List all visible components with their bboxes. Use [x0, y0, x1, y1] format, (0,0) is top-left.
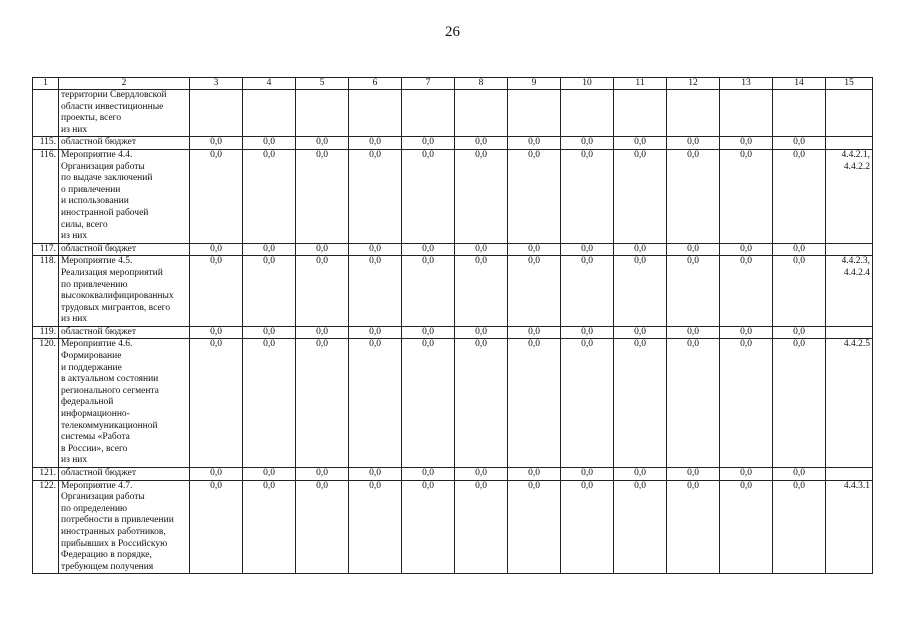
row-description: Мероприятие 4.7. Организация работы по определению потребности в привлечении иностранных работников, прибывших в Российскую Федерацию в порядке, требующем получения: [59, 480, 190, 574]
value-cell: 0,0: [508, 339, 561, 468]
column-header: 9: [508, 78, 561, 90]
value-cell: 0,0: [455, 326, 508, 339]
value-cell: 0,0: [667, 243, 720, 256]
column-header: 3: [190, 78, 243, 90]
column-header: 5: [296, 78, 349, 90]
column-header: 14: [773, 78, 826, 90]
table-row: [33, 256, 873, 327]
row-description: Мероприятие 4.5. Реализация мероприятий по привлечению высококвалифицированных трудовых мигрантов, всего из них: [59, 256, 190, 327]
value-cell: 0,0: [402, 339, 455, 468]
target-indicator-ref: 4.4.2.5: [826, 339, 873, 468]
column-number-header-row: [33, 78, 873, 90]
value-cell: 0,0: [720, 243, 773, 256]
value-cell: 0,0: [455, 480, 508, 574]
row-number: 115.: [33, 137, 59, 150]
table-row: [33, 243, 873, 256]
row-description: территории Свердловской области инвестиционные проекты, всего из них: [59, 90, 190, 137]
value-cell: 0,0: [773, 326, 826, 339]
value-cell: 0,0: [190, 339, 243, 468]
value-cell: 0,0: [243, 149, 296, 243]
value-cell: 0,0: [243, 339, 296, 468]
table-row: [33, 137, 873, 150]
value-cell: 0,0: [720, 149, 773, 243]
value-cell: 0,0: [455, 149, 508, 243]
value-cell: 0,0: [773, 137, 826, 150]
value-cell: 0,0: [720, 339, 773, 468]
value-cell: 0,0: [349, 149, 402, 243]
value-cell: [667, 90, 720, 137]
target-indicator-ref: [826, 468, 873, 481]
value-cell: 0,0: [455, 243, 508, 256]
value-cell: 0,0: [455, 339, 508, 468]
value-cell: 0,0: [190, 149, 243, 243]
value-cell: 0,0: [243, 256, 296, 327]
row-number: 122.: [33, 480, 59, 574]
value-cell: 0,0: [667, 339, 720, 468]
column-header: 10: [561, 78, 614, 90]
value-cell: 0,0: [402, 480, 455, 574]
value-cell: [614, 90, 667, 137]
row-description: Мероприятие 4.6. Формирование и поддержание в актуальном состоянии регионального сегмента федеральной информационно- телекоммуникационной системы «Работа в России», всего из них: [59, 339, 190, 468]
column-header: 11: [614, 78, 667, 90]
value-cell: 0,0: [773, 149, 826, 243]
row-number: 118.: [33, 256, 59, 327]
value-cell: 0,0: [773, 339, 826, 468]
value-cell: 0,0: [296, 243, 349, 256]
row-number: [33, 90, 59, 137]
value-cell: 0,0: [243, 243, 296, 256]
row-number: 117.: [33, 243, 59, 256]
value-cell: 0,0: [720, 137, 773, 150]
value-cell: 0,0: [614, 256, 667, 327]
value-cell: 0,0: [773, 243, 826, 256]
row-description: областной бюджет: [59, 243, 190, 256]
value-cell: 0,0: [243, 480, 296, 574]
row-number: 116.: [33, 149, 59, 243]
value-cell: 0,0: [190, 137, 243, 150]
value-cell: 0,0: [296, 339, 349, 468]
value-cell: 0,0: [667, 149, 720, 243]
value-cell: 0,0: [614, 480, 667, 574]
value-cell: 0,0: [455, 256, 508, 327]
value-cell: 0,0: [243, 468, 296, 481]
value-cell: 0,0: [561, 468, 614, 481]
value-cell: 0,0: [402, 137, 455, 150]
value-cell: 0,0: [349, 468, 402, 481]
value-cell: [561, 90, 614, 137]
value-cell: 0,0: [402, 243, 455, 256]
value-cell: 0,0: [455, 468, 508, 481]
column-header: 7: [402, 78, 455, 90]
value-cell: 0,0: [614, 326, 667, 339]
value-cell: 0,0: [508, 149, 561, 243]
table-row: [33, 480, 873, 574]
value-cell: 0,0: [296, 256, 349, 327]
value-cell: 0,0: [614, 468, 667, 481]
value-cell: 0,0: [243, 326, 296, 339]
value-cell: 0,0: [349, 243, 402, 256]
column-header: 6: [349, 78, 402, 90]
value-cell: 0,0: [667, 480, 720, 574]
value-cell: [402, 90, 455, 137]
value-cell: 0,0: [296, 468, 349, 481]
column-header: 8: [455, 78, 508, 90]
target-indicator-ref: 4.4.2.1, 4.4.2.2: [826, 149, 873, 243]
value-cell: 0,0: [561, 149, 614, 243]
value-cell: 0,0: [243, 137, 296, 150]
value-cell: 0,0: [508, 243, 561, 256]
value-cell: 0,0: [349, 339, 402, 468]
value-cell: 0,0: [349, 256, 402, 327]
row-number: 120.: [33, 339, 59, 468]
table-row: [33, 468, 873, 481]
table-row: [33, 339, 873, 468]
value-cell: 0,0: [349, 137, 402, 150]
target-indicator-ref: 4.4.2.3, 4.4.2.4: [826, 256, 873, 327]
value-cell: 0,0: [561, 256, 614, 327]
value-cell: 0,0: [561, 326, 614, 339]
value-cell: [508, 90, 561, 137]
row-description: областной бюджет: [59, 326, 190, 339]
value-cell: 0,0: [561, 137, 614, 150]
column-header: 2: [59, 78, 190, 90]
value-cell: 0,0: [773, 480, 826, 574]
column-header: 15: [826, 78, 873, 90]
value-cell: 0,0: [561, 480, 614, 574]
value-cell: 0,0: [561, 243, 614, 256]
target-indicator-ref: [826, 90, 873, 137]
value-cell: 0,0: [614, 137, 667, 150]
column-header: 1: [33, 78, 59, 90]
value-cell: 0,0: [720, 468, 773, 481]
table-row: [33, 326, 873, 339]
value-cell: 0,0: [614, 243, 667, 256]
value-cell: 0,0: [508, 480, 561, 574]
value-cell: [773, 90, 826, 137]
row-description: Мероприятие 4.4. Организация работы по выдаче заключений о привлечении и использовании иностранной рабочей силы, всего из них: [59, 149, 190, 243]
row-number: 119.: [33, 326, 59, 339]
value-cell: 0,0: [667, 256, 720, 327]
row-description: областной бюджет: [59, 137, 190, 150]
row-number: 121.: [33, 468, 59, 481]
value-cell: 0,0: [190, 480, 243, 574]
value-cell: 0,0: [296, 480, 349, 574]
value-cell: [296, 90, 349, 137]
value-cell: 0,0: [720, 326, 773, 339]
value-cell: 0,0: [508, 468, 561, 481]
table-row: [33, 149, 873, 243]
value-cell: 0,0: [773, 256, 826, 327]
target-indicator-ref: [826, 326, 873, 339]
value-cell: 0,0: [720, 256, 773, 327]
value-cell: 0,0: [402, 149, 455, 243]
target-indicator-ref: [826, 243, 873, 256]
value-cell: 0,0: [667, 326, 720, 339]
target-indicator-ref: [826, 137, 873, 150]
value-cell: 0,0: [508, 256, 561, 327]
value-cell: 0,0: [455, 137, 508, 150]
value-cell: [349, 90, 402, 137]
value-cell: 0,0: [508, 326, 561, 339]
value-cell: 0,0: [667, 468, 720, 481]
column-header: 4: [243, 78, 296, 90]
row-description: областной бюджет: [59, 468, 190, 481]
table-body: [33, 90, 873, 574]
budget-table: [32, 77, 873, 574]
value-cell: [243, 90, 296, 137]
value-cell: 0,0: [296, 149, 349, 243]
value-cell: 0,0: [402, 256, 455, 327]
value-cell: 0,0: [190, 256, 243, 327]
value-cell: [190, 90, 243, 137]
value-cell: 0,0: [773, 468, 826, 481]
target-indicator-ref: 4.4.3.1: [826, 480, 873, 574]
value-cell: 0,0: [614, 149, 667, 243]
value-cell: 0,0: [402, 326, 455, 339]
value-cell: 0,0: [349, 480, 402, 574]
value-cell: 0,0: [614, 339, 667, 468]
value-cell: 0,0: [190, 243, 243, 256]
value-cell: 0,0: [190, 468, 243, 481]
value-cell: 0,0: [720, 480, 773, 574]
value-cell: 0,0: [190, 326, 243, 339]
value-cell: 0,0: [349, 326, 402, 339]
value-cell: 0,0: [296, 326, 349, 339]
value-cell: 0,0: [667, 137, 720, 150]
page-number: 26: [445, 24, 460, 40]
value-cell: 0,0: [561, 339, 614, 468]
column-header: 13: [720, 78, 773, 90]
column-header: 12: [667, 78, 720, 90]
value-cell: 0,0: [296, 137, 349, 150]
value-cell: 0,0: [508, 137, 561, 150]
value-cell: [720, 90, 773, 137]
value-cell: 0,0: [402, 468, 455, 481]
table-row: [33, 90, 873, 137]
value-cell: [455, 90, 508, 137]
